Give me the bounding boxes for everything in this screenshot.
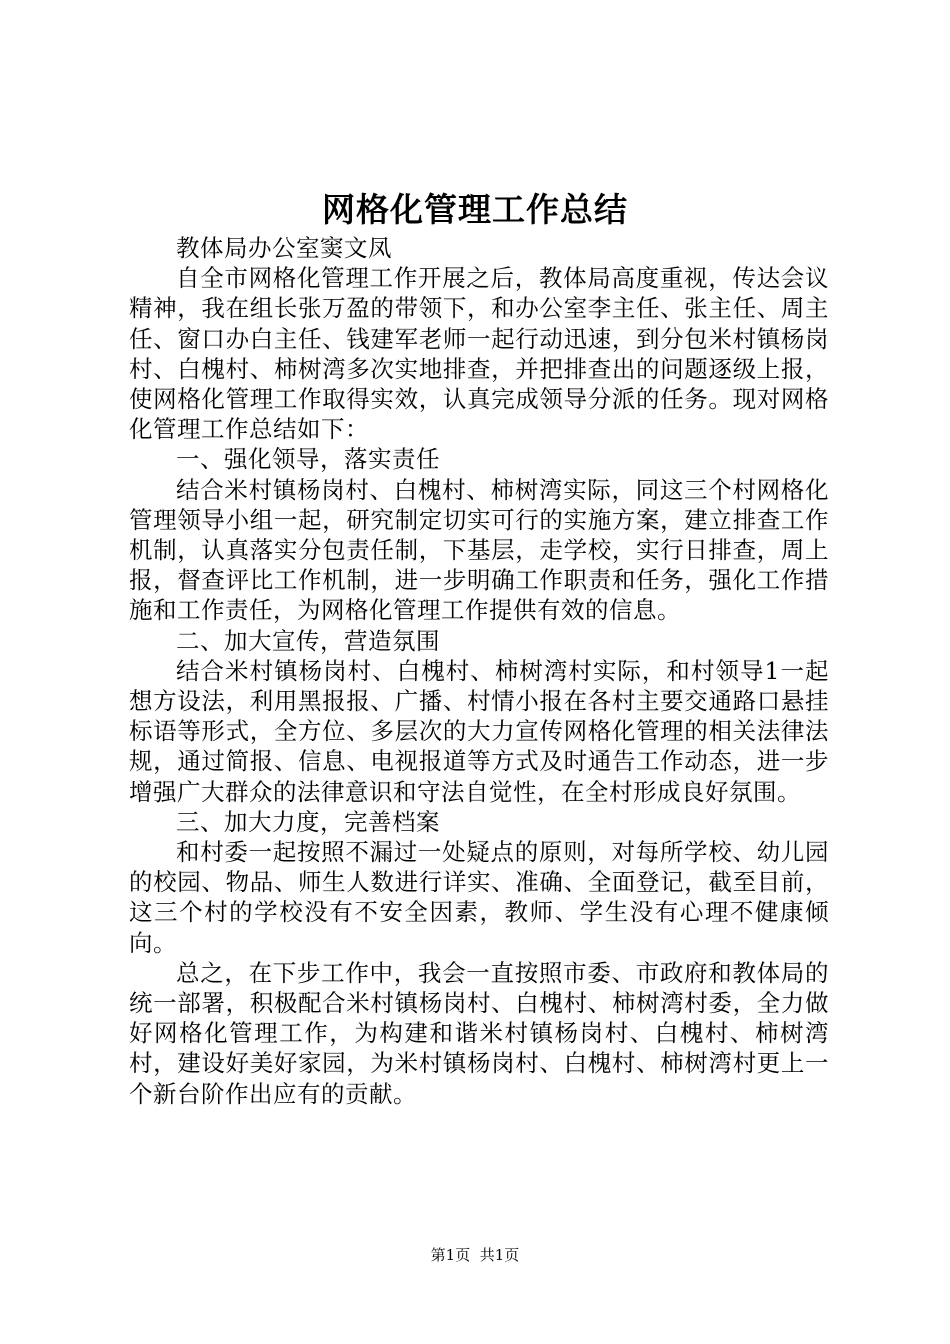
intro-paragraph: 自全市网格化管理工作开展之后，教体局高度重视，传达会议精神，我在组长张万盈的带领下，和办公室李主任、张主任、周主任、窗口办白主任、钱建军老师一起行动迅速，到分包米村镇杨岗村、白槐村、柿树湾多次实地排查，并把排查出的问题逐级上报，使网格化管理工作取得实效，认真完成领导分派的任务。现对网格化管理工作总结如下： bbox=[129, 264, 829, 444]
section-paragraph-2: 结合米村镇杨岗村、白槐村、柿树湾村实际，和村领导1一起想方设法，利用黑报报、广播、村情小报在各村主要交通路口悬挂标语等形式，全方位、多层次的大力宣传网格化管理的相关法律法规，通过简报、信息、电视报道等方式及时通告工作动态，进一步增强广大群众的法律意识和守法自觉性，在全村形成良好氛围。 bbox=[129, 656, 829, 806]
section-heading-3: 三、加大力度，完善档案 bbox=[176, 807, 440, 836]
section-paragraph-1: 结合米村镇杨岗村、白槐村、柿树湾实际，同这三个村网格化管理领导小组一起，研究制定切实可行的实施方案，建立排查工作机制，认真落实分包责任制，下基层，走学校，实行日排查，周上报，督查评比工作机制，进一步明确工作职责和任务，强化工作措施和工作责任，为网格化管理工作提供有效的信息。 bbox=[129, 475, 829, 625]
section-heading-2: 二、加大宣传，营造氛围 bbox=[176, 626, 440, 655]
section-heading-1: 一、强化领导，落实责任 bbox=[176, 445, 440, 474]
document-body bbox=[129, 233, 829, 1109]
page-footer bbox=[0, 1245, 950, 1265]
author-line: 教体局办公室窦文凤 bbox=[176, 234, 392, 262]
document-title: 网格化管理工作总结 bbox=[322, 190, 628, 229]
conclusion-paragraph: 总之，在下步工作中，我会一直按照市委、市政府和教体局的统一部署，积极配合米村镇杨岗村、白槐村、柿树湾村委，全力做好网格化管理工作，为构建和谐米村镇杨岗村、白槐村、柿树湾村，建设好美好家园，为米村镇杨岗村、白槐村、柿树湾村更上一个新台阶作出应有的贡献。 bbox=[129, 958, 829, 1108]
page-total: 共1页 bbox=[479, 1246, 520, 1264]
page-number: 第1页 bbox=[430, 1246, 471, 1264]
section-paragraph-3: 和村委一起按照不漏过一处疑点的原则，对每所学校、幼儿园的校园、物品、师生人数进行详实、准确、全面登记，截至目前，这三个村的学校没有不安全因素，教师、学生没有心理不健康倾向。 bbox=[129, 838, 829, 957]
